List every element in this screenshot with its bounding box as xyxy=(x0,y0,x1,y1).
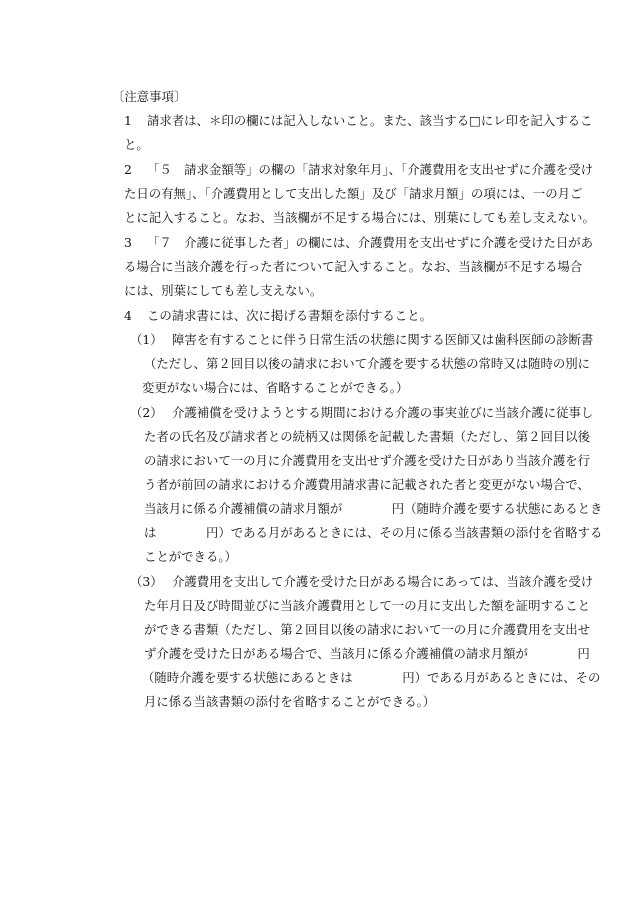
sub-2-line-5: 当該月に係る介護補償の請求月額が 円（随時介護を要する状態にあるとき xyxy=(144,501,603,516)
item-3-line-1: 「７ 介護に従事した者」の欄には、介護費用を支出せずに介護を受けた日があ xyxy=(147,235,594,250)
item-1-number: 1 xyxy=(124,113,132,128)
item-4-line-1: この請求書には、次に掲げる書類を添付すること。 xyxy=(147,308,432,323)
sub-2-line-2: た者の氏名及び請求者との続柄又は関係を記載した書類（ただし、第２回目以後 xyxy=(144,429,591,444)
item-1-line-2: と。 xyxy=(124,137,149,152)
item-4-number: 4 xyxy=(124,308,132,323)
sub-2-line-4: う者が前回の請求における介護費用請求書に記載された者と変更がない場合で、 xyxy=(144,477,590,492)
item-2-line-2: た日の有無」、「介護費用として支出した額」及び「請求月額」の項には、一の月ご xyxy=(124,186,583,201)
sub-3-line-6: 月に係る当該書類の添付を省略することができる。） xyxy=(144,694,436,709)
sub-2-line-6: は 円）である月があるときには、その月に係る当該書類の添付を省略する xyxy=(144,525,603,540)
item-1-line-1: 請求者は、＊印の欄には記入しないこと。また、該当する□にレ印を記入するこ xyxy=(147,113,593,128)
sub-3-line-2: た年月日及び時間並びに当該介護費用として一の月に支出した額を証明すること xyxy=(144,598,591,613)
sub-3-line-5: （随時介護を要する状態にあるときは 円）である月があるときには、その xyxy=(142,670,601,685)
sub-2-line-3: の請求において一の月に介護費用を支出せず介護を受けた日があり当該介護を行 xyxy=(144,453,591,468)
sub-3-line-4: ず介護を受けた日がある場合で、当該月に係る介護補償の請求月額が 円 xyxy=(144,646,590,661)
notes-heading: 〔注意事項〕 xyxy=(112,89,187,104)
sub-1-line-2: （ただし、第２回目以後の請求において介護を要する状態の常時又は随時の別に xyxy=(144,356,591,371)
sub-3-line-1: 介護費用を支出して介護を受けた日がある場合にあっては、当該介護を受け xyxy=(172,574,594,589)
item-2-number: 2 xyxy=(124,162,132,177)
item-3-line-3: には、別葉にしても差し支えない。 xyxy=(124,283,323,298)
item-2-line-3: とに記入すること。なお、当該欄が不足する場合には、別葉にしても差し支えない。 xyxy=(124,210,595,225)
item-2-line-1: 「５ 請求金額等」の欄の「請求対象年月」、「介護費用を支出せずに介護を受け xyxy=(147,162,594,177)
item-3-line-2: る場合に当該介護を行った者について記入すること。なお、当該欄が不足する場合 xyxy=(124,259,583,274)
sub-2-number: （2） xyxy=(130,405,163,420)
sub-3-number: （3） xyxy=(130,574,163,589)
sub-1-line-3: 変更がない場合には、省略することができる。） xyxy=(142,380,409,395)
sub-2-line-1: 介護補償を受けようとする期間における介護の事実並びに当該介護に従事し xyxy=(172,405,594,420)
sub-3-line-3: ができる書類（ただし、第２回目以後の請求において一の月に介護費用を支出せ xyxy=(144,622,591,637)
sub-2-line-7: ことができる。） xyxy=(144,549,237,564)
item-3-number: 3 xyxy=(124,235,132,250)
sub-1-number: （1） xyxy=(130,332,163,347)
sub-1-line-1: 障害を有することに伴う日常生活の状態に関する医師又は歯科医師の診断書 xyxy=(172,332,594,347)
